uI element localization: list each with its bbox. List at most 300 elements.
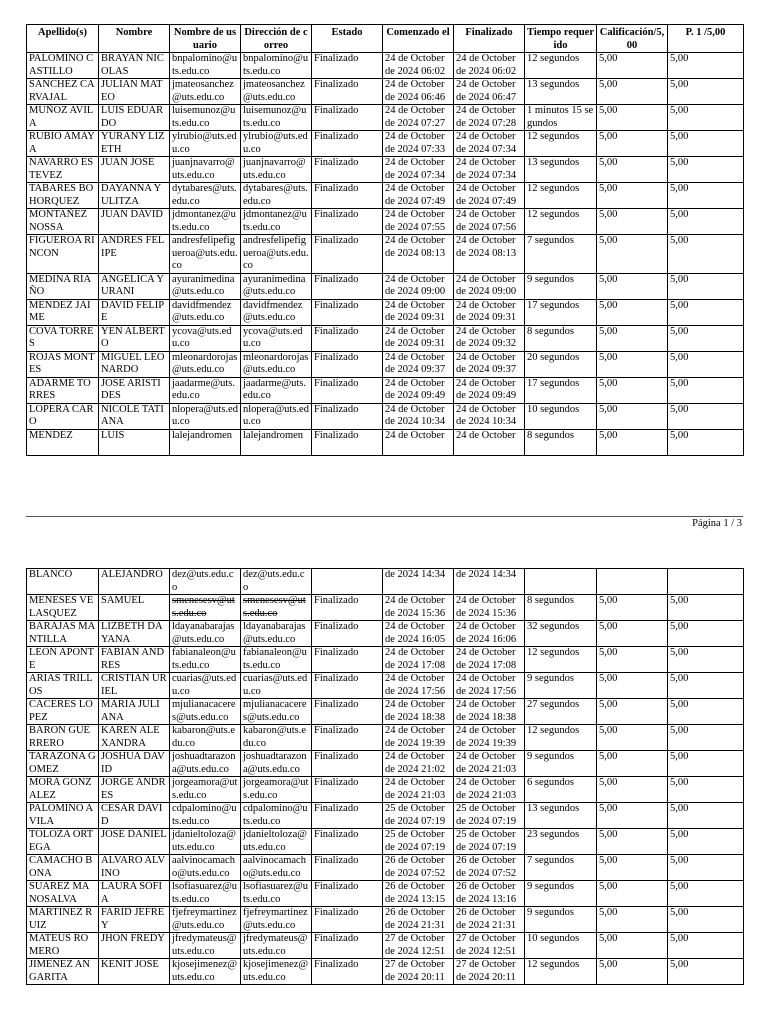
- column-header: Apellido(s): [27, 25, 99, 53]
- table-cell: 24 de October de 2024 16:05: [383, 621, 454, 647]
- table-cell: lalejandromen: [170, 429, 241, 455]
- table-cell: lsofiasuarez@uts.edu.co: [170, 881, 241, 907]
- column-header: P. 1 /5,00: [668, 25, 744, 53]
- table-cell: 5,00: [668, 105, 744, 131]
- table-cell: fjefreymartinez@uts.edu.co: [241, 907, 312, 933]
- table-cell: 24 de October de 2024 09:31: [454, 299, 525, 325]
- table-cell: fjefreymartinez@uts.edu.co: [170, 907, 241, 933]
- table-cell: 5,00: [668, 647, 744, 673]
- table-cell: MIGUEL LEONARDO: [99, 351, 170, 377]
- table-cell: Finalizado: [312, 157, 383, 183]
- table-cell: ANGÉLICA YURANI: [99, 273, 170, 299]
- table-cell: 12 segundos: [525, 53, 597, 79]
- table-cell: 10 segundos: [525, 933, 597, 959]
- table-cell: 5,00: [668, 351, 744, 377]
- table-cell: 5,00: [597, 777, 668, 803]
- table-cell: FIGUEROA RINCON: [27, 235, 99, 274]
- table-cell: dez@uts.edu.co: [241, 569, 312, 595]
- table-cell: LOPERA CARO: [27, 403, 99, 429]
- table-cell: cuarias@uts.edu.co: [170, 673, 241, 699]
- table-cell: jorgeamora@uts.edu.co: [170, 777, 241, 803]
- table-cell: MARTINEZ RUIZ: [27, 907, 99, 933]
- table-cell: 8 segundos: [525, 325, 597, 351]
- table-cell: MATEUS ROMERO: [27, 933, 99, 959]
- table-cell: 24 de October de 2024 07:56: [454, 209, 525, 235]
- table-cell: joshuadtarazona@uts.edu.co: [170, 751, 241, 777]
- table-cell: 24 de October de 2024 07:34: [454, 157, 525, 183]
- table-cell: 24 de October de 2024 17:08: [454, 647, 525, 673]
- table-cell: 5,00: [668, 751, 744, 777]
- table-row: [27, 209, 744, 235]
- table-cell: 24 de October de 2024 09:31: [383, 325, 454, 351]
- table-cell: 5,00: [597, 325, 668, 351]
- column-header: Estado: [312, 25, 383, 53]
- table-cell: 24 de October de 2024 07:49: [454, 183, 525, 209]
- table-cell: TARAZONA GOMEZ: [27, 751, 99, 777]
- table-cell: 12 segundos: [525, 131, 597, 157]
- table-cell: 24 de October de 2024 19:39: [454, 725, 525, 751]
- table-cell: 5,00: [597, 403, 668, 429]
- table-cell: fabianaleon@uts.edu.co: [241, 647, 312, 673]
- table-cell: MARIA JULIANA: [99, 699, 170, 725]
- table-row: [27, 933, 744, 959]
- table-cell: 26 de October de 2024 07:52: [454, 855, 525, 881]
- table-cell: juanjnavarro@uts.edu.co: [241, 157, 312, 183]
- table-row: [27, 157, 744, 183]
- table-cell: bnpalomino@uts.edu.co: [241, 53, 312, 79]
- table-row: [27, 53, 744, 79]
- table-cell: 12 segundos: [525, 183, 597, 209]
- table-cell: 24 de October de 2024 06:02: [383, 53, 454, 79]
- table-row: [27, 131, 744, 157]
- table-cell: Finalizado: [312, 235, 383, 274]
- table-cell: nlopera@uts.edu.co: [241, 403, 312, 429]
- table-cell: LIZBETH DAYANA: [99, 621, 170, 647]
- table-cell: 17 segundos: [525, 377, 597, 403]
- table-cell: 10 segundos: [525, 403, 597, 429]
- table-cell: 5,00: [668, 131, 744, 157]
- table-cell: 25 de October de 2024 07:19: [383, 803, 454, 829]
- table-cell: CESAR DAVID: [99, 803, 170, 829]
- table-cell: ARIAS TRILLOS: [27, 673, 99, 699]
- table-cell: 24 de October de 2024 08:13: [454, 235, 525, 274]
- table-cell: ADARME TORRES: [27, 377, 99, 403]
- table-cell: Finalizado: [312, 933, 383, 959]
- table-cell: MUÑOZ AVILA: [27, 105, 99, 131]
- column-header: Calificación/5,00: [597, 25, 668, 53]
- table-cell: 24 de October de 2024 10:34: [383, 403, 454, 429]
- table-row: [27, 829, 744, 855]
- table-row: [27, 959, 744, 985]
- table-cell: JULIAN MATEO: [99, 79, 170, 105]
- table-cell: 24 de October de 2024 21:03: [383, 777, 454, 803]
- table-cell: 24 de October de 2024 18:38: [383, 699, 454, 725]
- table-cell: 12 segundos: [525, 209, 597, 235]
- table-cell: Finalizado: [312, 53, 383, 79]
- table-row: [27, 673, 744, 699]
- table-row: [27, 377, 744, 403]
- table-cell: 24 de October de 2024 08:13: [383, 235, 454, 274]
- table-cell: 13 segundos: [525, 79, 597, 105]
- table-cell: NAVARRO ESTEVEZ: [27, 157, 99, 183]
- table-cell: de 2024 14:34: [454, 569, 525, 595]
- table-row: [27, 725, 744, 751]
- table-cell: 5,00: [597, 673, 668, 699]
- table-cell: lsofiasuarez@uts.edu.co: [241, 881, 312, 907]
- table-cell: Finalizado: [312, 803, 383, 829]
- table-cell: 12 segundos: [525, 959, 597, 985]
- table-cell: 5,00: [597, 881, 668, 907]
- table-row: [27, 881, 744, 907]
- table-cell: Finalizado: [312, 403, 383, 429]
- table-cell: kabaron@uts.edu.co: [170, 725, 241, 751]
- table-cell: jaadarme@uts.edu.co: [170, 377, 241, 403]
- table-row: [27, 351, 744, 377]
- table-cell: 20 segundos: [525, 351, 597, 377]
- table-cell: 7 segundos: [525, 235, 597, 274]
- table-cell: 24 de October de 2024 18:38: [454, 699, 525, 725]
- table-cell: 17 segundos: [525, 299, 597, 325]
- table-cell: RUBIO AMAYA: [27, 131, 99, 157]
- table-cell: 5,00: [597, 933, 668, 959]
- table-cell: LEON APONTE: [27, 647, 99, 673]
- table-cell: 5,00: [597, 907, 668, 933]
- table-cell: bnpalomino@uts.edu.co: [170, 53, 241, 79]
- table-cell: jdmontanez@uts.edu.co: [241, 209, 312, 235]
- table-cell: 25 de October de 2024 07:19: [454, 803, 525, 829]
- table-cell: 24 de October de 2024 17:08: [383, 647, 454, 673]
- table-cell: 24 de October de 2024 09:00: [383, 273, 454, 299]
- table-cell: 5,00: [597, 725, 668, 751]
- table-cell: 5,00: [597, 79, 668, 105]
- page-divider: [26, 516, 743, 517]
- table-cell: 26 de October de 2024 21:31: [454, 907, 525, 933]
- table-cell: Finalizado: [312, 777, 383, 803]
- table-cell: MENESES VELASQUEZ: [27, 595, 99, 621]
- column-header: Finalizado: [454, 25, 525, 53]
- table-cell: TOLOZA ORTEGA: [27, 829, 99, 855]
- column-header: Nombre: [99, 25, 170, 53]
- table-cell: lalejandromen: [241, 429, 312, 455]
- table-cell: 24 de October de 2024 09:49: [454, 377, 525, 403]
- table-cell: Finalizado: [312, 673, 383, 699]
- table-cell: 5,00: [668, 325, 744, 351]
- table-cell: 12 segundos: [525, 647, 597, 673]
- table-cell: 5,00: [668, 377, 744, 403]
- table-row: [27, 621, 744, 647]
- table-cell: Finalizado: [312, 131, 383, 157]
- table-cell: PALOMINO CASTILLO: [27, 53, 99, 79]
- table-cell: Finalizado: [312, 725, 383, 751]
- table-cell: ALEJANDRO: [99, 569, 170, 595]
- table-cell: 24 de October de 2024 06:02: [454, 53, 525, 79]
- table-cell: KAREN ALEXANDRA: [99, 725, 170, 751]
- table-cell: 5,00: [597, 299, 668, 325]
- table-cell: ROJAS MONTES: [27, 351, 99, 377]
- table-cell: ycova@uts.edu.co: [241, 325, 312, 351]
- table-cell: 1 minutos 15 segundos: [525, 105, 597, 131]
- table-cell: 24 de October de 2024 09:32: [454, 325, 525, 351]
- table-cell: 23 segundos: [525, 829, 597, 855]
- table-cell: Finalizado: [312, 751, 383, 777]
- table-cell: 5,00: [668, 803, 744, 829]
- table-cell: LAURA SOFIA: [99, 881, 170, 907]
- table-cell: jmateosanchez@uts.edu.co: [170, 79, 241, 105]
- table-cell: 9 segundos: [525, 673, 597, 699]
- table-cell: [525, 569, 597, 595]
- column-header: Dirección de correo: [241, 25, 312, 53]
- table-cell: NICOLE TATIANA: [99, 403, 170, 429]
- table-cell: 25 de October de 2024 07:19: [383, 829, 454, 855]
- table-cell: Finalizado: [312, 351, 383, 377]
- table-cell: Finalizado: [312, 429, 383, 455]
- table-cell: cdpalomino@uts.edu.co: [241, 803, 312, 829]
- table-cell: SUAREZ MANOSALVA: [27, 881, 99, 907]
- table-cell: 24 de October de 2024 09:37: [383, 351, 454, 377]
- table-cell: 5,00: [597, 183, 668, 209]
- table-cell: 8 segundos: [525, 595, 597, 621]
- table-cell: 5,00: [597, 377, 668, 403]
- table-cell: jdanieltoloza@uts.edu.co: [170, 829, 241, 855]
- table-cell: 26 de October de 2024 21:31: [383, 907, 454, 933]
- table-cell: fabianaleon@uts.edu.co: [170, 647, 241, 673]
- table-cell: mleonardorojas@uts.edu.co: [170, 351, 241, 377]
- table-cell: 24 de October de 2024 07:27: [383, 105, 454, 131]
- table-cell: mjulianacaceres@uts.edu.co: [241, 699, 312, 725]
- table-cell: 6 segundos: [525, 777, 597, 803]
- table-cell: JOSE ARISTIDES: [99, 377, 170, 403]
- table-cell: 24 de October de 2024 19:39: [383, 725, 454, 751]
- table-cell: Finalizado: [312, 377, 383, 403]
- table-cell: 24 de October de 2024 07:28: [454, 105, 525, 131]
- table-cell: 24 de October de 2024 09:00: [454, 273, 525, 299]
- table-cell: MENDEZ JAIME: [27, 299, 99, 325]
- table-row: [27, 403, 744, 429]
- table-cell: 5,00: [668, 403, 744, 429]
- table-cell: BARON GUERRERO: [27, 725, 99, 751]
- table-cell: ldayanabarajas@uts.edu.co: [170, 621, 241, 647]
- table-cell: 5,00: [597, 959, 668, 985]
- table-cell: 24 de October de 2024 06:46: [383, 79, 454, 105]
- table-cell: 5,00: [597, 429, 668, 455]
- table-cell: ylrubio@uts.edu.co: [170, 131, 241, 157]
- table-cell: dytabares@uts.edu.co: [170, 183, 241, 209]
- table-cell: DAYANNA YULITZA: [99, 183, 170, 209]
- table-cell: andresfelipefigueroa@uts.edu.co: [170, 235, 241, 274]
- table-cell: 24 de October de 2024 09:49: [383, 377, 454, 403]
- table-cell: 5,00: [668, 777, 744, 803]
- table-cell: 5,00: [668, 855, 744, 881]
- table-cell: 26 de October de 2024 13:15: [383, 881, 454, 907]
- table-cell: COVA TORRES: [27, 325, 99, 351]
- table-cell: jaadarme@uts.edu.co: [241, 377, 312, 403]
- table-cell: Finalizado: [312, 273, 383, 299]
- table-row: [27, 569, 744, 595]
- table-cell: 5,00: [668, 829, 744, 855]
- table-row: [27, 907, 744, 933]
- table-cell: CACERES LOPEZ: [27, 699, 99, 725]
- table-cell: JUAN JOSE: [99, 157, 170, 183]
- table-cell: 24 de October de 2024 21:03: [454, 751, 525, 777]
- table-cell: 5,00: [597, 351, 668, 377]
- table-cell: 5,00: [597, 235, 668, 274]
- table-cell: 5,00: [597, 803, 668, 829]
- table-cell: Finalizado: [312, 79, 383, 105]
- table-cell: JOSE DANIEL: [99, 829, 170, 855]
- table-cell: 5,00: [668, 429, 744, 455]
- table-cell: juanjnavarro@uts.edu.co: [170, 157, 241, 183]
- table-cell: 5,00: [668, 907, 744, 933]
- table-cell: JIMENEZ ANGARITA: [27, 959, 99, 985]
- table-row: [27, 855, 744, 881]
- table-cell: 5,00: [597, 105, 668, 131]
- table-cell: Finalizado: [312, 621, 383, 647]
- table-cell: 27 de October de 2024 20:11: [383, 959, 454, 985]
- table-cell: 27 de October de 2024 12:51: [454, 933, 525, 959]
- table-cell: BLANCO: [27, 569, 99, 595]
- table-cell: ALVARO ALVINO: [99, 855, 170, 881]
- table-cell: kjosejimenez@uts.edu.co: [170, 959, 241, 985]
- table-cell: 5,00: [668, 53, 744, 79]
- table-cell: Finalizado: [312, 595, 383, 621]
- table-row: [27, 299, 744, 325]
- table-cell: kjosejimenez@uts.edu.co: [241, 959, 312, 985]
- table-cell: jfredymateus@uts.edu.co: [241, 933, 312, 959]
- table-cell: 5,00: [668, 299, 744, 325]
- table-cell: LUIS EDUARDO: [99, 105, 170, 131]
- table-cell: aalvinocamacho@uts.edu.co: [241, 855, 312, 881]
- table-cell: 24 de October de 2024 09:31: [383, 299, 454, 325]
- table-cell: MEDINA RIAÑO: [27, 273, 99, 299]
- table-cell: 24 de October de 2024 07:33: [383, 131, 454, 157]
- table-cell: aalvinocamacho@uts.edu.co: [170, 855, 241, 881]
- table-cell: 27 segundos: [525, 699, 597, 725]
- table-cell: 24 de October de 2024 17:56: [383, 673, 454, 699]
- table-row: [27, 183, 744, 209]
- table-cell: 5,00: [597, 595, 668, 621]
- table-cell: mleonardorojas@uts.edu.co: [241, 351, 312, 377]
- table-row: [27, 79, 744, 105]
- table-row: [27, 325, 744, 351]
- table-cell: 24 de October de 2024 21:02: [383, 751, 454, 777]
- table-cell: MORA GONZALEZ: [27, 777, 99, 803]
- table-row: [27, 751, 744, 777]
- table-cell: ldayanabarajas@uts.edu.co: [241, 621, 312, 647]
- table-cell: Finalizado: [312, 699, 383, 725]
- table-cell: 5,00: [668, 881, 744, 907]
- table-cell: 13 segundos: [525, 803, 597, 829]
- table-cell: 5,00: [668, 209, 744, 235]
- table-cell: 5,00: [597, 53, 668, 79]
- table-row: [27, 595, 744, 621]
- table-cell: TABARES BOHORQUEZ: [27, 183, 99, 209]
- table-cell: Finalizado: [312, 299, 383, 325]
- table-cell: 5,00: [668, 595, 744, 621]
- table-row: [27, 429, 744, 455]
- table-cell: 26 de October de 2024 13:16: [454, 881, 525, 907]
- table-cell: Finalizado: [312, 647, 383, 673]
- table-cell: 24 de October de 2024 07:49: [383, 183, 454, 209]
- table-cell: ayuranimedina@uts.edu.co: [170, 273, 241, 299]
- table-cell: 7 segundos: [525, 855, 597, 881]
- table-cell: 24 de October de 2024 21:03: [454, 777, 525, 803]
- table-cell: 24 de October de 2024 17:56: [454, 673, 525, 699]
- table-cell: 24 de October de 2024 15:36: [454, 595, 525, 621]
- table-cell: 5,00: [668, 79, 744, 105]
- table-cell: 26 de October de 2024 07:52: [383, 855, 454, 881]
- table-row: [27, 699, 744, 725]
- table-cell: 9 segundos: [525, 881, 597, 907]
- table-cell: Finalizado: [312, 325, 383, 351]
- table-row: [27, 273, 744, 299]
- table-cell: DAVID FELIPE: [99, 299, 170, 325]
- table-cell: 9 segundos: [525, 751, 597, 777]
- table-cell: CRISTIAN URIEL: [99, 673, 170, 699]
- table-cell: KENIT JOSE: [99, 959, 170, 985]
- table-cell: jorgeamora@uts.edu.co: [241, 777, 312, 803]
- table-cell: 5,00: [597, 157, 668, 183]
- column-header: Comenzado el: [383, 25, 454, 53]
- table-cell: 5,00: [668, 273, 744, 299]
- grades-table-page-2: [26, 568, 744, 985]
- table-cell: Finalizado: [312, 183, 383, 209]
- table-cell: [597, 569, 668, 595]
- table-cell: Finalizado: [312, 907, 383, 933]
- table-cell: 5,00: [668, 673, 744, 699]
- table-cell: andresfelipefigueroa@uts.edu.co: [241, 235, 312, 274]
- table-cell: 24 de October: [454, 429, 525, 455]
- table-cell: ylrubio@uts.edu.co: [241, 131, 312, 157]
- table-cell: 5,00: [668, 183, 744, 209]
- table-cell: nlopera@uts.edu.co: [170, 403, 241, 429]
- table-cell: 5,00: [668, 699, 744, 725]
- column-header: Nombre de usuario: [170, 25, 241, 53]
- table-cell: BARAJAS MANTILLA: [27, 621, 99, 647]
- table-cell: Finalizado: [312, 829, 383, 855]
- table-cell: 5,00: [597, 829, 668, 855]
- table-cell: 9 segundos: [525, 273, 597, 299]
- table-cell: 27 de October de 2024 20:11: [454, 959, 525, 985]
- table-cell: FABIAN ANDRES: [99, 647, 170, 673]
- table-cell: YURANY LIZETH: [99, 131, 170, 157]
- table-cell: jmateosanchez@uts.edu.co: [241, 79, 312, 105]
- table-cell: JORGE ANDRES: [99, 777, 170, 803]
- table-cell: 5,00: [597, 273, 668, 299]
- table-header-row: [27, 25, 744, 53]
- table-cell: 24 de October de 2024 07:55: [383, 209, 454, 235]
- table-cell: dytabares@uts.edu.co: [241, 183, 312, 209]
- table-row: [27, 105, 744, 131]
- table-cell: 24 de October: [383, 429, 454, 455]
- table-cell: de 2024 14:34: [383, 569, 454, 595]
- table-cell: 5,00: [668, 959, 744, 985]
- table-cell: FARID JEFREY: [99, 907, 170, 933]
- table-cell: PALOMINO AVILA: [27, 803, 99, 829]
- table-cell: YEN ALBERTO: [99, 325, 170, 351]
- table-cell: 27 de October de 2024 12:51: [383, 933, 454, 959]
- page-number: Página 1 / 3: [692, 518, 742, 529]
- table-cell: SAMUEL: [99, 595, 170, 621]
- table-cell: CAMACHO BONA: [27, 855, 99, 881]
- table-cell: 24 de October de 2024 07:34: [454, 131, 525, 157]
- table-cell: Finalizado: [312, 209, 383, 235]
- table-cell: Finalizado: [312, 855, 383, 881]
- table-cell: luisemunoz@uts.edu.co: [241, 105, 312, 131]
- table-cell: 5,00: [668, 725, 744, 751]
- table-cell: 5,00: [597, 855, 668, 881]
- table-cell: 5,00: [597, 621, 668, 647]
- table-cell: ayuranimedina@uts.edu.co: [241, 273, 312, 299]
